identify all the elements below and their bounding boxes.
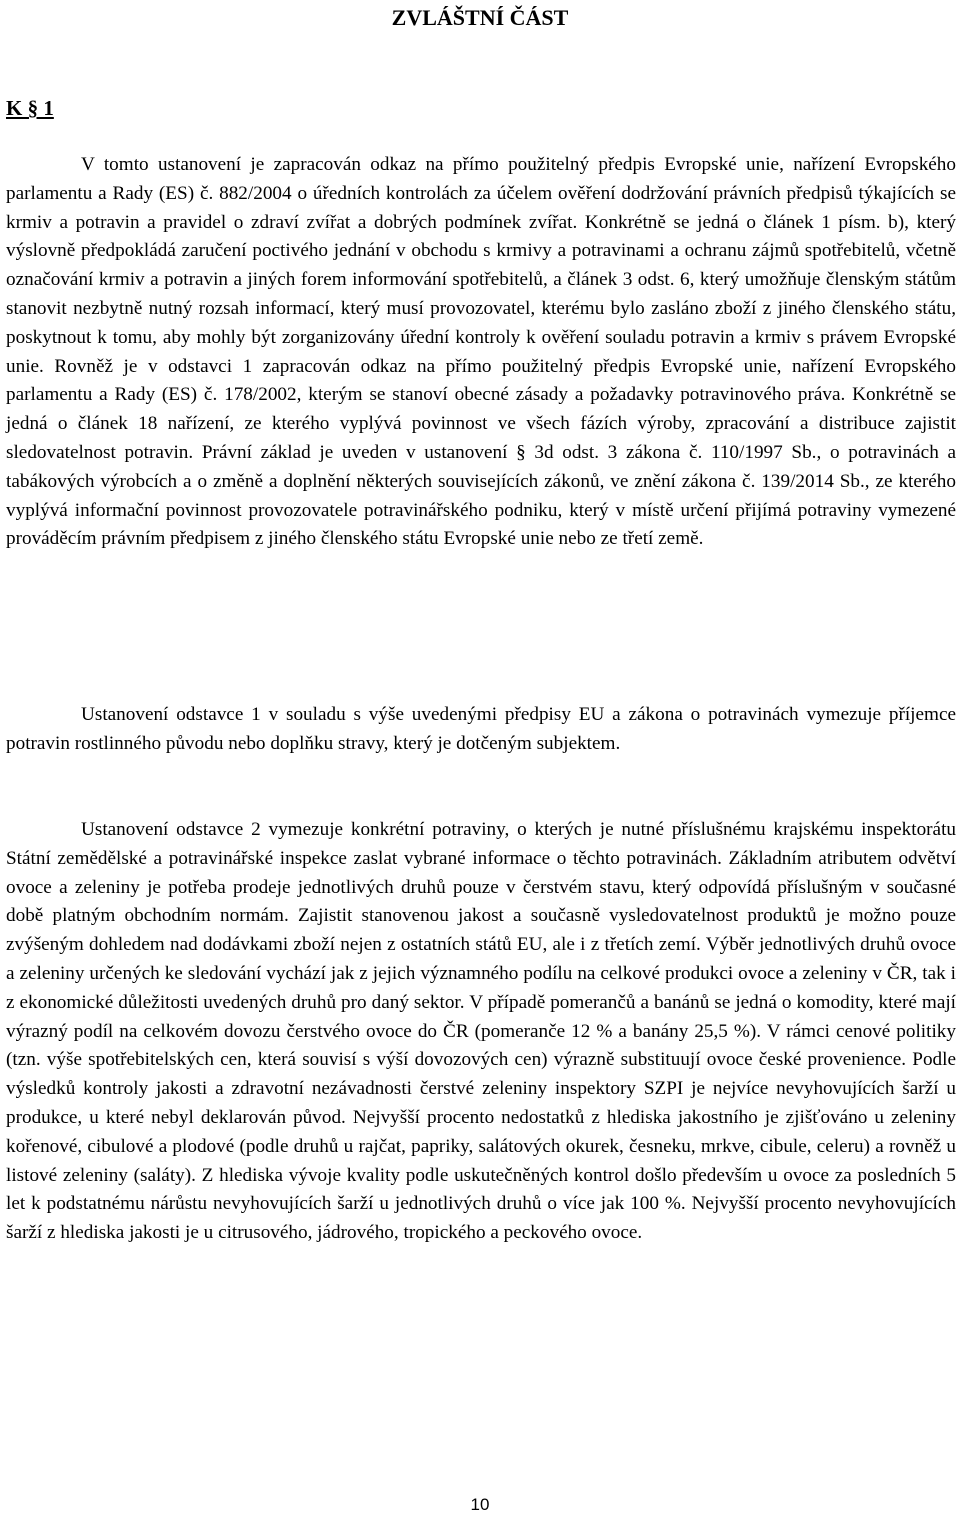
page-title: ZVLÁŠTNÍ ČÁST — [391, 5, 569, 30]
paragraph-1: V tomto ustanovení je zapracován odkaz na přímo použitelný předpis Evropské unie, nařízení Evropského parlamentu a Rady (ES) č. 882/2004 o úředních kontrolách za účelem ověření dodržování právních předpisů týkajících se krmiv a potravin a pravidel o zdraví zvířat a dobrých podmínek zvířat. Konkrétně se jedná o článek 1 písm. b), který výslovně předpokládá zaručení poctivého jednání v obchodu s krmivy a potravinami a ochranu zájmů spotřebitelů, včetně označování krmiv a potravin a jiných forem informování spotřebitelů, a článek 3 odst. 6, který umožňuje členským státům stanovit nezbytně nutný rozsah informací, který musí provozovatel, kterému bylo zasláno zboží z jiného členského státu, poskytnout k tomu, aby mohly být zorganizovány úřední kontroly k ověření souladu potravin a krmiv s právem Evropské unie. Rovněž je v odstavci 1 zapracován odkaz na přímo použitelný předpis Evropské unie, nařízení Evropského parlamentu a Rady (ES) č. 178/2002, kterým se stanoví obecné zásady a požadavky potravinového práva. Konkrétně se jedná o článek 18 nařízení, ze kterého vyplývá povinnost ve všech fázích výroby, zpracování a distribuce zajistit sledovatelnost potravin. Právní základ je uveden v ustanovení § 3d odst. 3 zákona č. 110/1997 Sb., o potravinách a tabákových výrobcích a o změně a doplnění některých souvisejících zákonů, ve znění zákona č. 139/2014 Sb., ze kterého vyplývá informační povinnost provozovatele potravinářského podniku, který v místě určení přijímá potraviny vymezené prováděcím právním předpisem z jiného členského státu Evropské unie nebo ze třetí země. — [6, 154, 956, 550]
paragraph-3: Ustanovení odstavce 2 vymezuje konkrétní potraviny, o kterých je nutné příslušnému krajskému inspektorátu Státní zemědělské a potravinářské inspekce zaslat vybrané informace o těchto potravinách. Základním atributem odvětví ovoce a zeleniny je potřeba prodeje jednotlivých druhů pouze v čerstvém stavu, který odpovídá příslušným v současné době platným obchodním normám. Zajistit stanovenou jakost a současně vysledovatelnost produktů je možno pouze zvýšeným dohledem nad dodávkami zboží nejen z ostatních států EU, ale i z třetích zemí. Výběr jednotlivých druhů ovoce a zeleniny určených ke sledování vychází jak z jejich významného podílu na celkové produkci ovoce a zeleniny v ČR, tak i z ekonomické důležitosti uvedených druhů pro daný sektor. V případě pomerančů a banánů se jedná o komodity, které mají výrazný podíl na celkovém dovozu čerstvého ovoce do ČR (pomeranče 12 % a banány 25,5 %). V rámci cenové politiky (tzn. výše spotřebitelských cen, která souvisí s výší dovozových cen) výrazně substituují ovoce české provenience. Podle výsledků kontroly jakosti a zdravotní nezávadnosti čerstvé zeleniny inspektory SZPI je nejvíce nevyhovujících šarží u produkce, u které nebyl deklarován původ. Nejvyšší procento nedostatků z hlediska jakostního je zjišťováno u zeleniny kořenové, cibulové a plodové (podle druhů u rajčat, papriky, salátových okurek, česneku, mrkve, cibule, celeru) a rovněž u listové zeleniny (saláty). Z hlediska vývoje kvality podle uskutečněných kontrol došlo především u ovoce za posledních 5 let k podstatnému nárůstu nevyhovujících šarží u jednotlivých druhů o více jak 100 %. Nejvyšší procento nevyhovujících šarží z hlediska jakosti je u citrusového, jádrového, tropického a peckového ovoce. — [6, 819, 956, 1244]
page-number: 10 — [470, 1495, 490, 1514]
section-heading: K § 1 — [6, 96, 54, 120]
paragraph-2: Ustanovení odstavce 1 v souladu s výše uvedenými předpisy EU a zákona o potravinách vymezuje příjemce potravin rostlinného původu nebo doplňku stravy, který je dotčeným subjektem. — [6, 704, 956, 754]
